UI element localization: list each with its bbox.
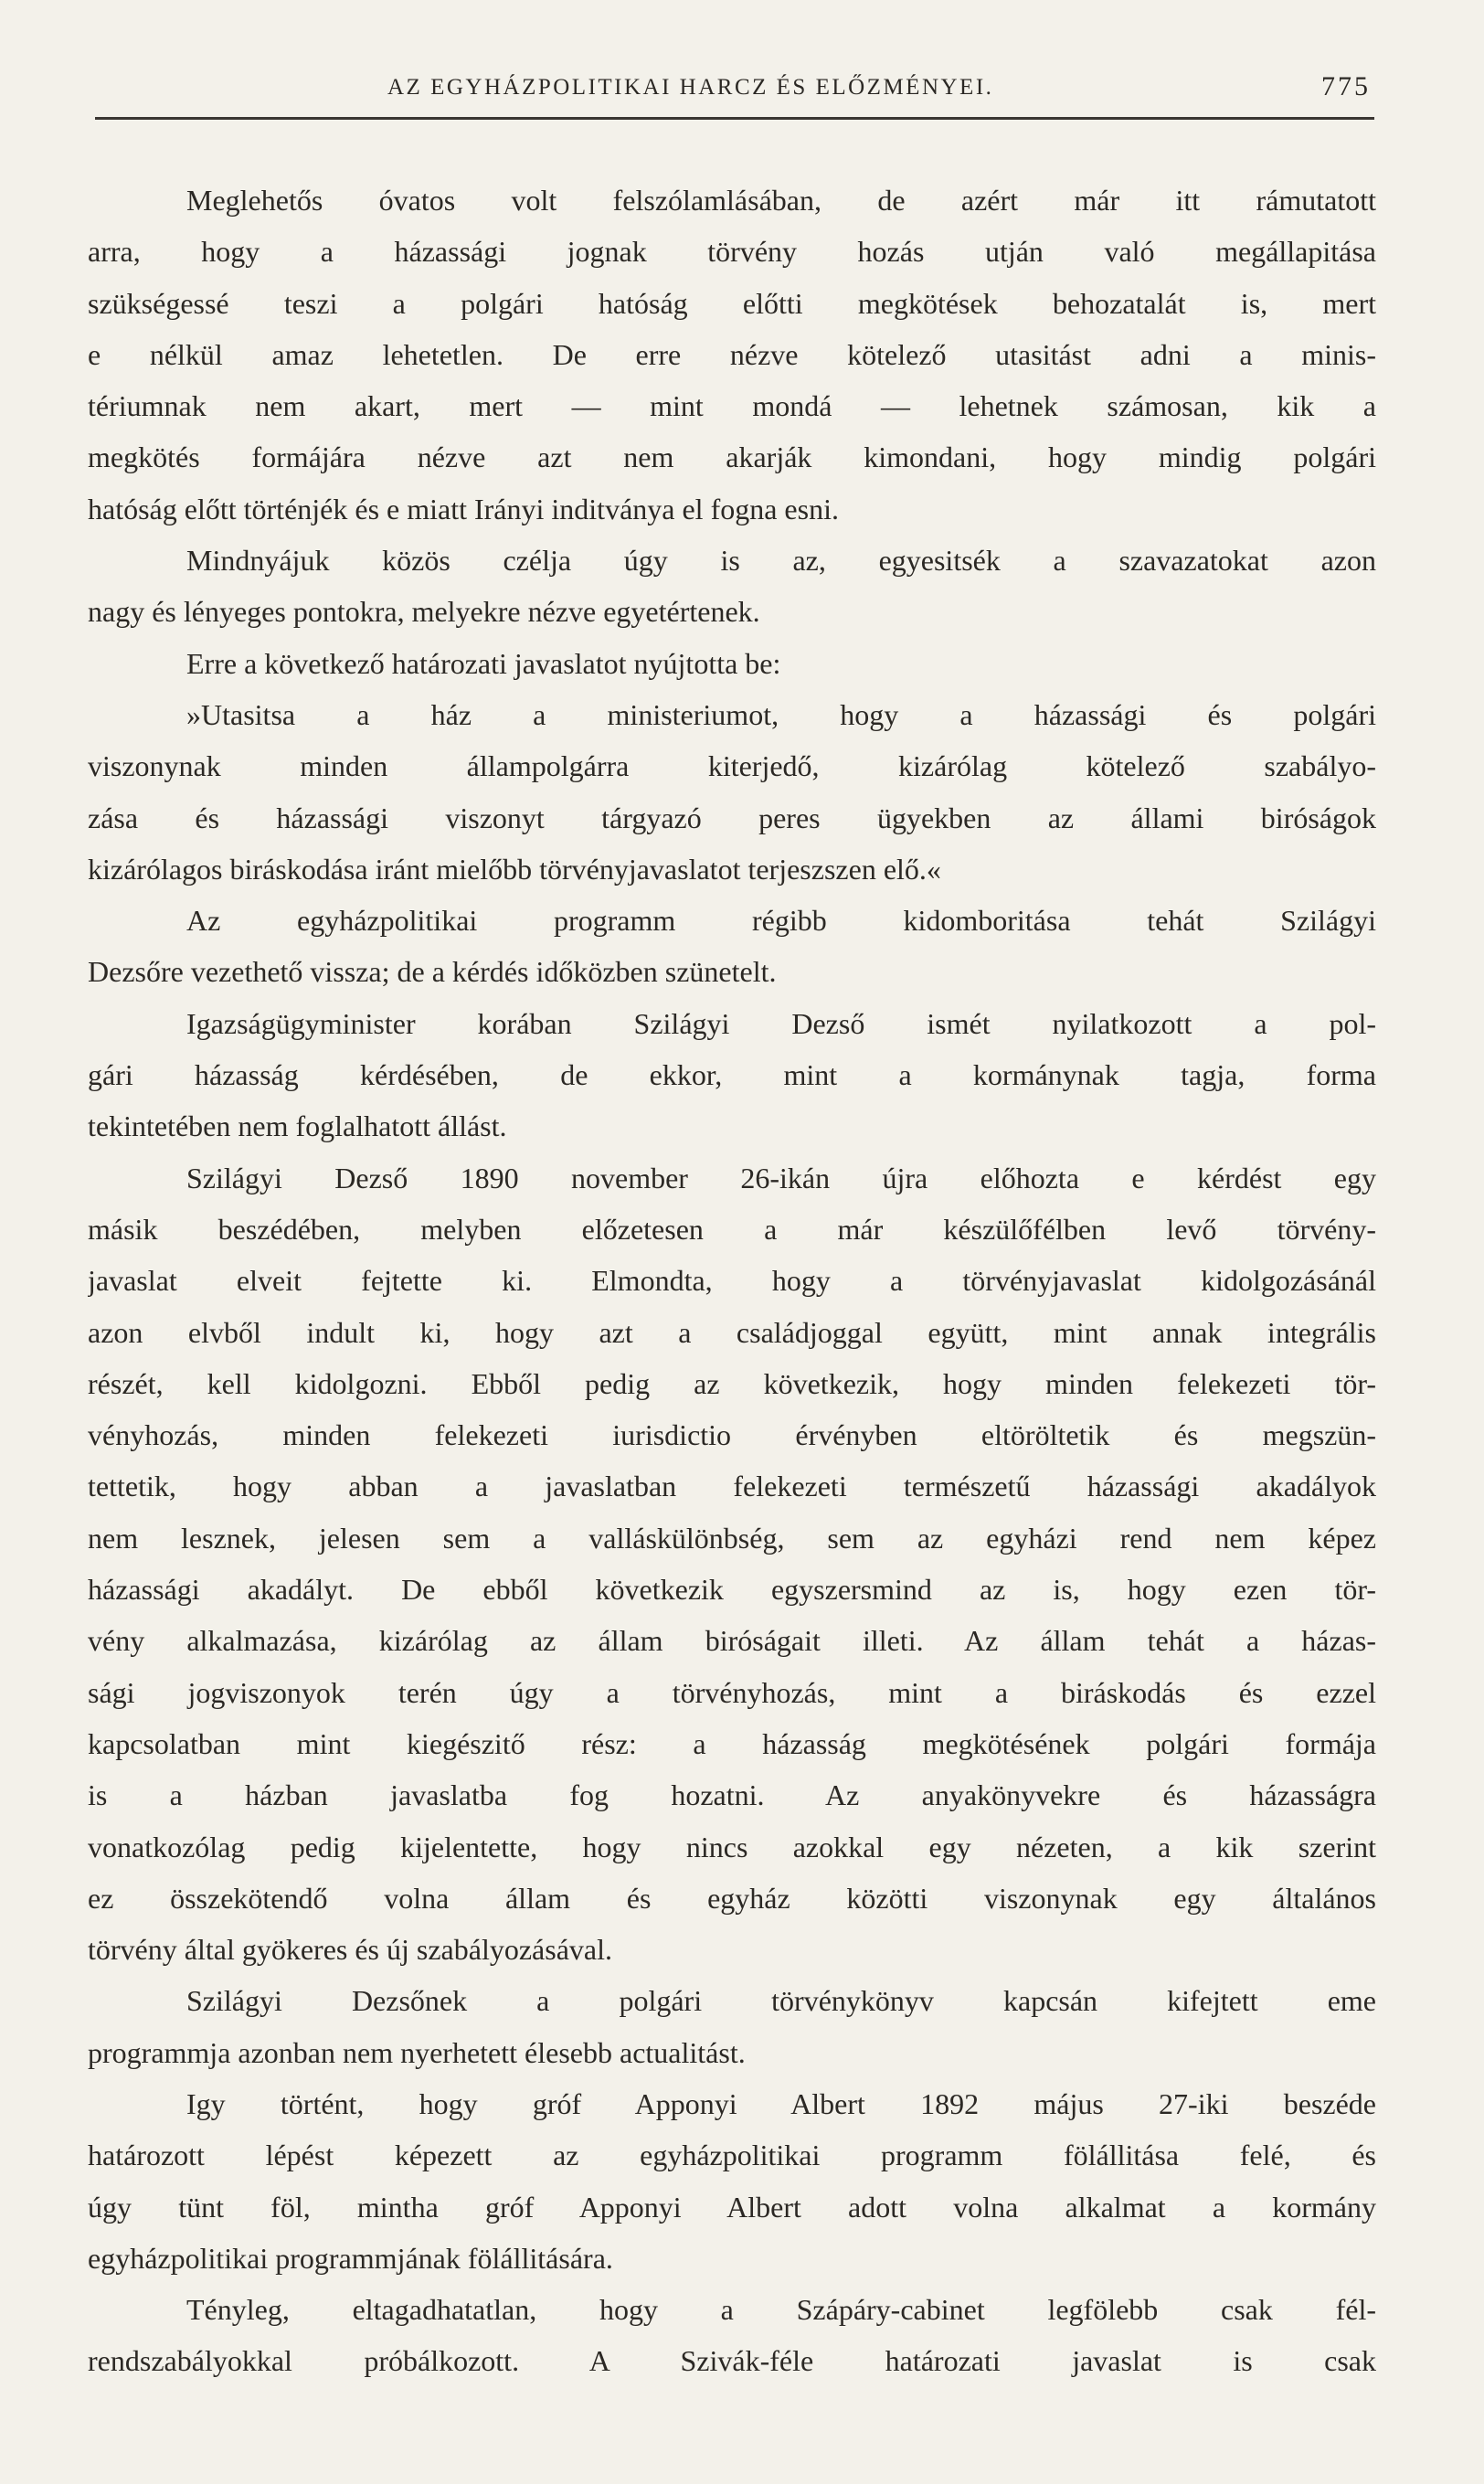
text-line: Az egyházpolitikai programm régibb kidomboritása tehát Szilágyi <box>186 904 1376 938</box>
text-line: Szilágyi Dezsőnek a polgári törvénykönyv kapcsán kifejtett eme <box>186 1984 1376 2018</box>
text-line: Meglehetős óvatos volt felszólamlásában, de azért már itt rámutatott <box>186 184 1376 217</box>
body-text <box>88 175 1376 2387</box>
text-line: vény alkalmazása, kizárólag az állam biróságait illeti. Az állam tehát a házas- <box>88 1624 1376 1658</box>
text-line: ez összekötendő volna állam és egyház közötti viszonynak egy általános <box>88 1881 1376 1915</box>
page-header <box>95 69 1374 120</box>
text-line: Erre a következő határozati javaslatot nyújtotta be: <box>186 646 781 680</box>
text-line: hatóság előtt történjék és e miatt Irányi inditványa el fogna esni. <box>88 492 839 525</box>
running-title: AZ EGYHÁZPOLITIKAI HARCZ ÉS ELŐZMÉNYEI. <box>387 75 994 100</box>
text-line: vényhozás, minden felekezeti iurisdictio érvényben eltöröltetik és megszün- <box>88 1418 1376 1452</box>
page-number: 775 <box>1321 71 1371 101</box>
text-line: rendszabályokkal próbálkozott. A Szivák-féle határozati javaslat is csak <box>88 2344 1376 2378</box>
text-line: Igy történt, hogy gróf Apponyi Albert 1892 május 27-iki beszéde <box>186 2086 1376 2120</box>
text-line: azon elvből indult ki, hogy azt a családjoggal együtt, mint annak integrális <box>88 1315 1376 1349</box>
text-line: tettetik, hogy abban a javaslatban felekezeti természetű házassági akadályok <box>88 1470 1376 1503</box>
text-line: gári házasság kérdésében, de ekkor, mint a kormánynak tagja, forma <box>88 1058 1376 1092</box>
text-line: zása és házassági viszonyt tárgyazó peres ügyekben az állami biróságok <box>88 801 1376 834</box>
text-line: sági jogviszonyok terén úgy a törvényhozás, mint a biráskodás és ezzel <box>88 1675 1376 1709</box>
text-line: Igazságügyminister korában Szilágyi Dezső ismét nyilatkozott a pol- <box>186 1006 1376 1040</box>
text-line: kizárólagos biráskodása iránt mielőbb törvényjavaslatot terjeszszen elő.« <box>88 852 941 886</box>
text-line: nem lesznek, jelesen sem a valláskülönbség, sem az egyházi rend nem képez <box>88 1521 1376 1555</box>
text-line: javaslat elveit fejtette ki. Elmondta, hogy a törvényjavaslat kidolgozásánál <box>88 1264 1376 1298</box>
text-line: is a házban javaslatba fog hozatni. Az anyakönyvekre és házasságra <box>88 1778 1376 1812</box>
text-line: kapcsolatban mint kiegészitő rész: a házasság megkötésének polgári formája <box>88 1726 1376 1760</box>
text-line: vonatkozólag pedig kijelentette, hogy nincs azokkal egy nézeten, a kik szerint <box>88 1830 1376 1863</box>
text-line: Szilágyi Dezső 1890 november 26-ikán újra előhozta e kérdést egy <box>186 1161 1376 1194</box>
text-line: egyházpolitikai programmjának fölállitására. <box>88 2241 613 2275</box>
text-line: megkötés formájára nézve azt nem akarják kimondani, hogy mindig polgári <box>88 441 1376 474</box>
text-line: viszonynak minden állampolgárra kiterjedő, kizárólag kötelező szabályo- <box>88 749 1376 783</box>
text-line: határozott lépést képezett az egyházpolitikai programm fölállitása felé, és <box>88 2139 1376 2172</box>
text-line: e nélkül amaz lehetetlen. De erre nézve kötelező utasitást adni a minis- <box>88 337 1376 371</box>
text-line: házassági akadályt. De ebből következik egyszersmind az is, hogy ezen tör- <box>88 1573 1376 1607</box>
text-line: Tényleg, eltagadhatatlan, hogy a Szápáry-cabinet legfölebb csak fél- <box>186 2293 1376 2327</box>
text-line: tekintetében nem foglalhatott állást. <box>88 1109 507 1143</box>
text-line: úgy tünt föl, mintha gróf Apponyi Albert adott volna alkalmat a kormány <box>88 2190 1376 2224</box>
text-line: arra, hogy a házassági jognak törvény hozás utján való megállapitása <box>88 235 1376 269</box>
text-line: törvény által gyökeres és új szabályozásával. <box>88 1933 612 1967</box>
text-line: Mindnyájuk közös czélja úgy is az, egyesitsék a szavazatokat azon <box>186 544 1376 578</box>
text-line: szükségessé teszi a polgári hatóság előtti megkötések behozatalát is, mert <box>88 286 1376 320</box>
text-line: nagy és lényeges pontokra, melyekre nézve egyetértenek. <box>88 595 760 629</box>
text-line: részét, kell kidolgozni. Ebből pedig az következik, hogy minden felekezeti tör- <box>88 1366 1376 1400</box>
text-line: másik beszédében, melyben előzetesen a már készülőfélben levő törvény- <box>88 1212 1376 1246</box>
text-line: tériumnak nem akart, mert — mint mondá — lehetnek számosan, kik a <box>88 389 1376 423</box>
text-line: programmja azonban nem nyerhetett élesebb actualitást. <box>88 2035 746 2069</box>
text-line: Dezsőre vezethető vissza; de a kérdés időközben szünetelt. <box>88 955 777 989</box>
text-line: »Utasitsa a ház a ministeriumot, hogy a házassági és polgári <box>186 697 1376 731</box>
